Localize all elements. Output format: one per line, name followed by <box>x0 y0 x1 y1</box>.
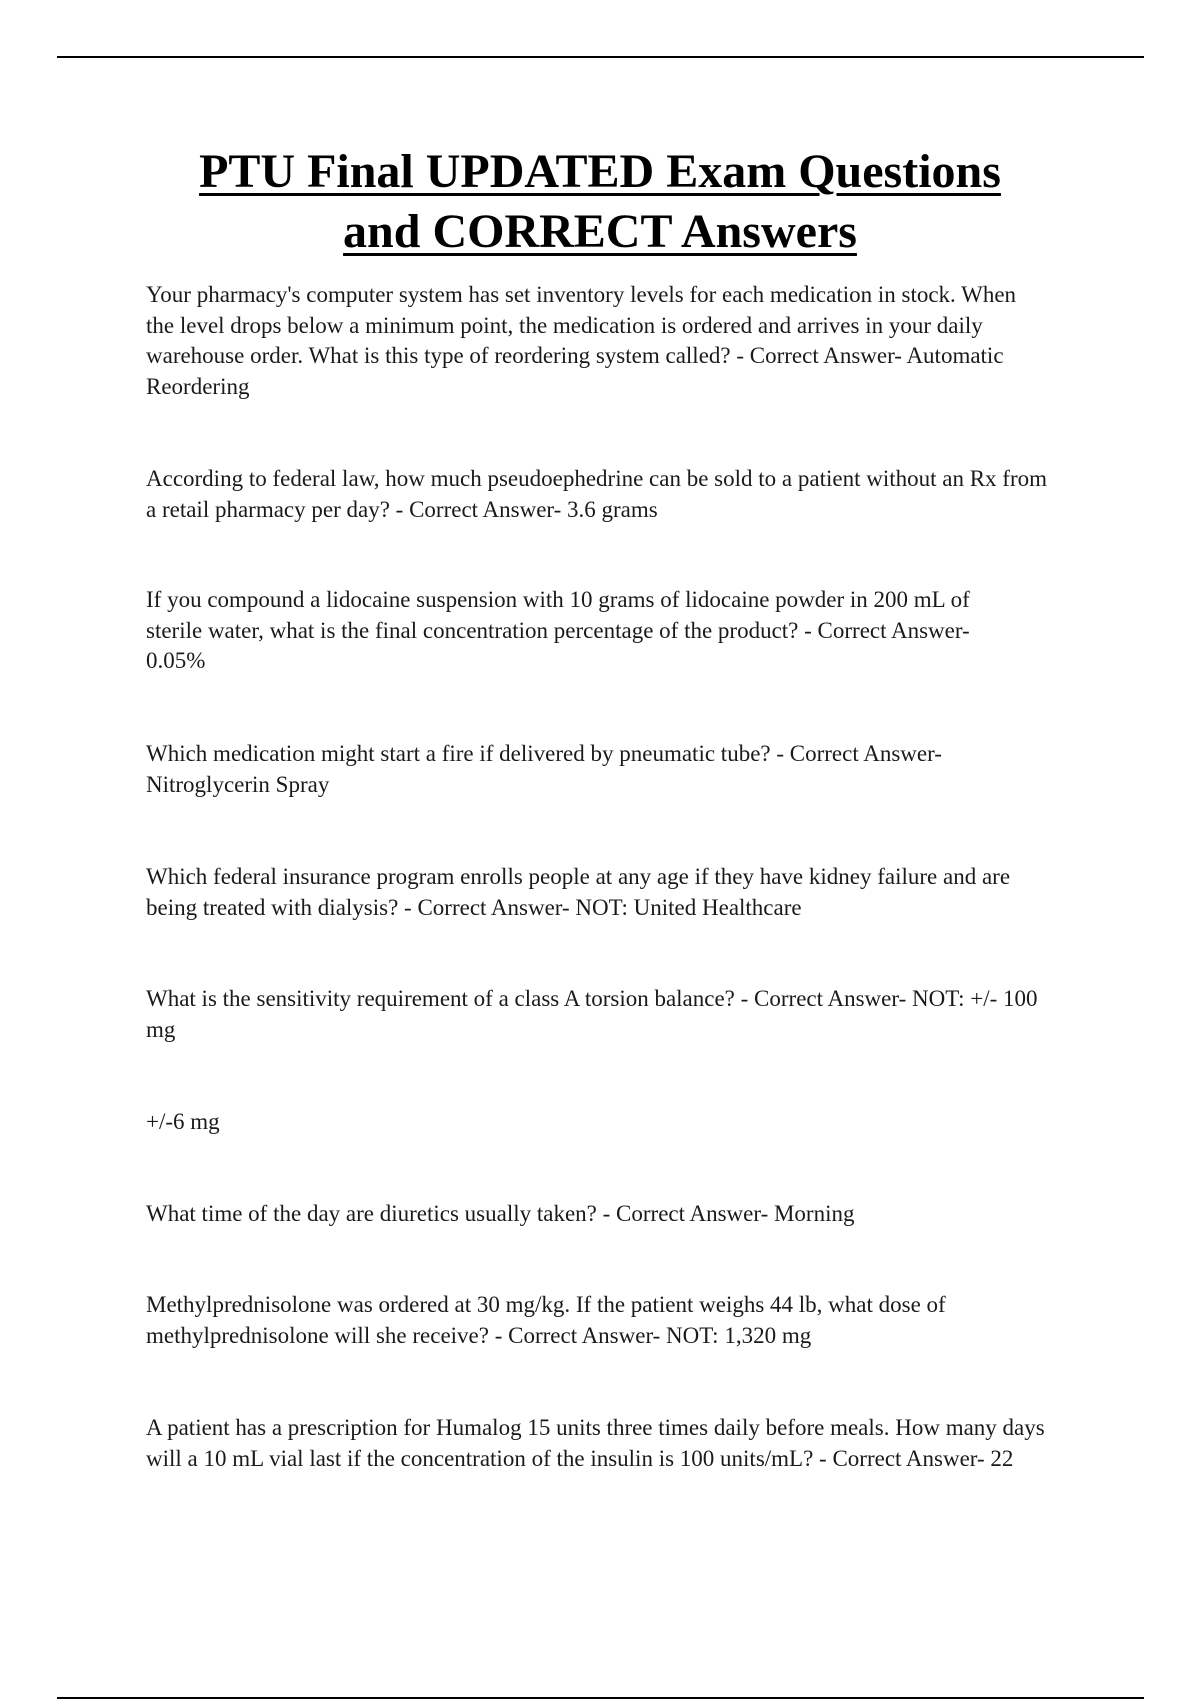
question-item: A patient has a prescription for Humalog 15 units three times daily before meals. How many days will a 10 mL vial last if the concentration of the insulin is 100 units/mL? - Correct Answer- 22 <box>146 1415 1045 1471</box>
question-item: If you compound a lidocaine suspension with 10 grams of lidocaine powder in 200 mL of sterile water, what is the final concentration percentage of the product? - Correct Answer- 0.05% <box>146 587 970 673</box>
question-item: According to federal law, how much pseudoephedrine can be sold to a patient without an Rx from a retail pharmacy per day? - Correct Answer- 3.6 grams <box>146 466 1047 522</box>
question-item: Your pharmacy's computer system has set inventory levels for each medication in stock. When the level drops below a minimum point, the medication is ordered and arrives in your daily warehouse order. What is this type of reordering system called? - Correct Answer- Automatic Reordering <box>146 282 1017 399</box>
question-item: Which federal insurance program enrolls people at any age if they have kidney failure and are being treated with dialysis? - Correct Answer- NOT: United Healthcare <box>146 864 1011 920</box>
top-rule <box>57 56 1144 58</box>
bottom-rule <box>57 1697 1144 1699</box>
question-item: What time of the day are diuretics usually taken? - Correct Answer- Morning <box>146 1201 855 1226</box>
question-item: Methylprednisolone was ordered at 30 mg/kg. If the patient weighs 44 lb, what dose of methylprednisolone will she receive? - Correct Answer- NOT: 1,320 mg <box>146 1292 946 1348</box>
question-item: Which medication might start a fire if delivered by pneumatic tube? - Correct Answer- Nitroglycerin Spray <box>146 741 942 797</box>
question-item: What is the sensitivity requirement of a class A torsion balance? - Correct Answer- NOT: +/- 100 mg <box>146 986 1038 1042</box>
document-title: PTU Final UPDATED Exam Questions and CORRECT Answers <box>199 145 1001 258</box>
question-item: +/-6 mg <box>146 1109 220 1134</box>
